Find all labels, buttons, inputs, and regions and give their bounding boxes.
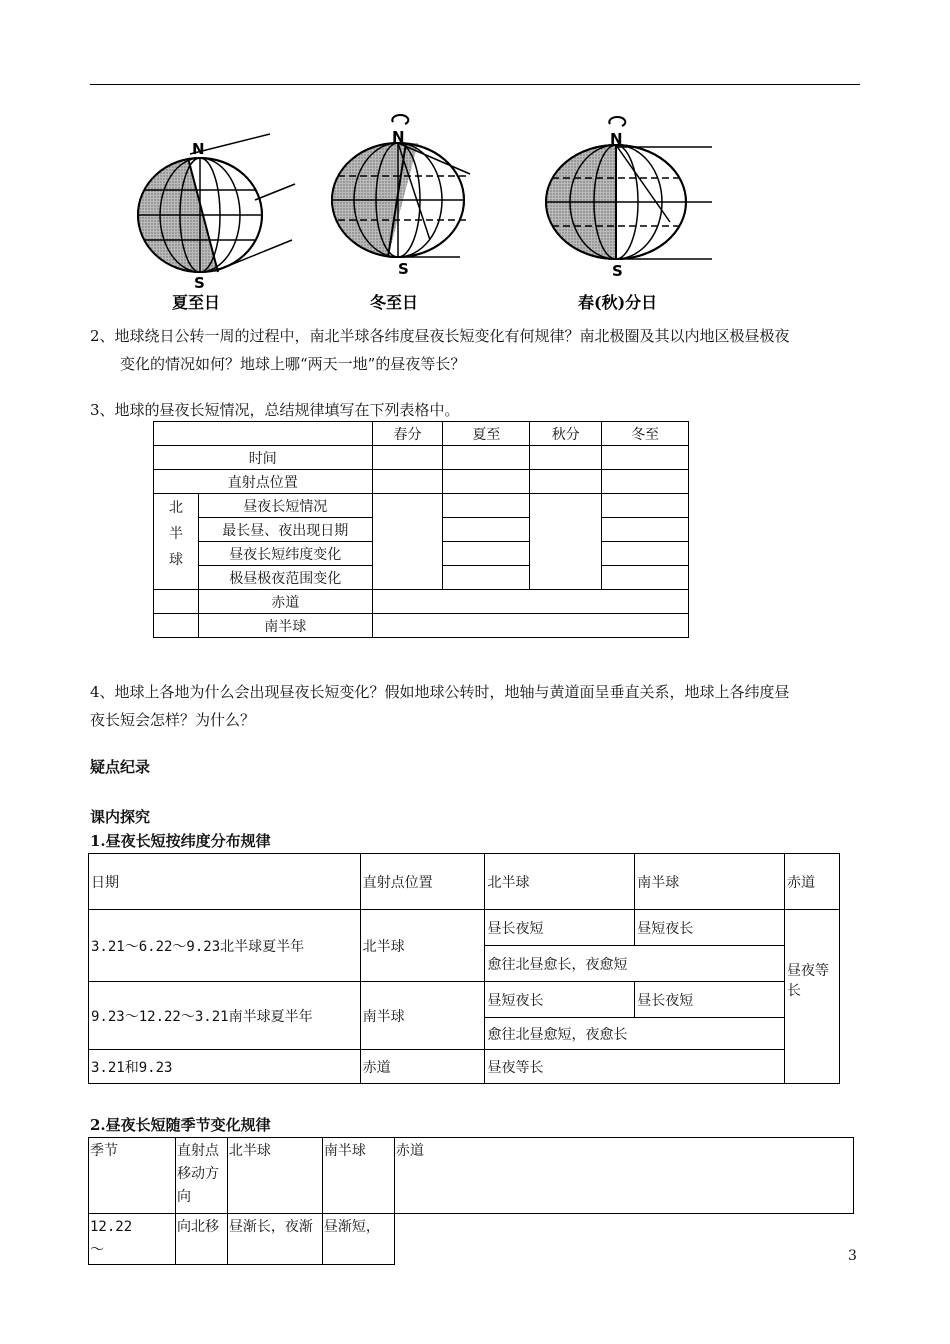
header-south: 南半球 [322,1138,394,1214]
section-1-title: 1.昼夜长短按纬度分布规律 [90,832,271,850]
row-label-south: 南半球 [198,614,372,638]
doubt-heading: 疑点纪录 [90,758,151,776]
row-label-subsolar: 直射点位置 [154,470,373,494]
page-number: 3 [848,1248,857,1264]
cell[interactable] [530,470,602,494]
row1-equator [394,1214,853,1265]
equinox-s-label: S [612,262,623,280]
header-summer: 夏至 [443,422,530,446]
blank-cell [154,614,199,638]
cell[interactable] [443,470,530,494]
question-2 [90,322,870,378]
latitude-table [88,853,840,1084]
row1-north: 昼渐长，夜渐 [227,1214,322,1265]
row1-south: 昼短夜长 [635,910,785,946]
header-subsolar: 直射点位置 [360,854,485,910]
winter-s-label: S [398,260,409,278]
row2-position: 南半球 [360,982,485,1050]
earth-illumination-diagrams [130,112,730,317]
summary-table [153,421,689,638]
winter-caption: 冬至日 [370,293,419,312]
cell-autumn-merged[interactable] [530,494,602,590]
cell[interactable] [602,470,689,494]
cell-south[interactable] [372,614,688,638]
cell[interactable] [372,446,443,470]
row1-season: 12.22 ～ [89,1214,176,1265]
row2-rule: 愈往北昼愈短，夜愈长 [485,1018,785,1050]
inquiry-heading: 课内探究 [90,808,151,826]
equinox-n-label: N [610,130,623,148]
header-blank [154,422,373,446]
summer-s-label: S [194,274,205,292]
cell[interactable] [443,518,530,542]
cell[interactable] [443,494,530,518]
row1-south: 昼渐短， [322,1214,394,1265]
question-4-line2: 夜长短会怎样？为什么？ [90,711,256,729]
cell[interactable] [602,446,689,470]
cell[interactable] [443,566,530,590]
equinox-caption: 春(秋)分日 [578,293,658,312]
row-label-equator: 赤道 [198,590,372,614]
header-season: 季节 [89,1138,176,1214]
question-2-line2: 变化的情况如何？地球上哪“两天一地”的昼夜等长？ [120,355,466,373]
north-char: 球 [168,552,183,568]
header-equator: 赤道 [785,854,840,910]
row-label-latitude: 昼夜长短纬度变化 [198,542,372,566]
cell[interactable] [602,542,689,566]
question-4-line1: 4、地球上各地为什么会出现昼夜长短变化？假如地球公转时，地轴与黄道面呈垂直关系，地球上各纬度昼 [90,683,790,701]
cell[interactable] [443,446,530,470]
row3-date: 3.21和9.23 [89,1050,361,1084]
cell[interactable] [372,470,443,494]
header-north: 北半球 [485,854,635,910]
equinox-globe [546,117,712,259]
section-2-title: 2.昼夜长短随季节变化规律 [90,1116,271,1134]
row1-direction: 向北移 [175,1214,227,1265]
cell[interactable] [530,446,602,470]
row2-south: 昼长夜短 [635,982,785,1018]
header-south: 南半球 [635,854,785,910]
row3-value: 昼夜等长 [485,1050,785,1084]
summer-solstice-globe [138,134,295,272]
cell-spring-merged[interactable] [372,494,443,590]
question-2-line1: 2、地球绕日公转一周的过程中，南北半球各纬度昼夜长短变化有何规律？南北极圈及其以内地区极昼极夜 [90,327,790,345]
row1-date: 3.21～6.22～9.23北半球夏半年 [89,910,361,982]
row2-date: 9.23～12.22～3.21南半球夏半年 [89,982,361,1050]
row-label-time: 时间 [154,446,373,470]
row-label-daynight: 昼夜长短情况 [198,494,372,518]
top-rule [90,84,860,85]
row-label-longest: 最长昼、夜出现日期 [198,518,372,542]
north-hemisphere-label [154,494,199,590]
north-char: 半 [168,526,183,542]
header-direction: 直射点移动方向 [175,1138,227,1214]
cell[interactable] [602,518,689,542]
row1-rule: 愈往北昼愈长，夜愈短 [485,946,785,982]
summer-caption: 夏至日 [172,293,221,312]
header-winter: 冬至 [602,422,689,446]
header-date: 日期 [89,854,361,910]
summer-n-label: N [192,140,205,158]
winter-n-label: N [392,128,405,146]
row2-north: 昼短夜长 [485,982,635,1018]
header-spring: 春分 [372,422,443,446]
question-3: 3、地球的昼夜长短情况，总结规律填写在下列表格中。 [90,401,460,419]
cell-equator[interactable] [372,590,688,614]
equator-value: 昼夜等长 [785,910,840,1050]
row-label-polar: 极昼极夜范围变化 [198,566,372,590]
question-4 [90,678,870,734]
row1-position: 北半球 [360,910,485,982]
cell[interactable] [602,494,689,518]
blank-cell [154,590,199,614]
north-char: 北 [168,500,183,516]
cell[interactable] [443,542,530,566]
season-table [88,1137,854,1265]
header-autumn: 秋分 [530,422,602,446]
row1-north: 昼长夜短 [485,910,635,946]
header-north: 北半球 [227,1138,322,1214]
cell[interactable] [602,566,689,590]
header-equator: 赤道 [394,1138,853,1214]
row3-position: 赤道 [360,1050,485,1084]
equator-blank [785,1050,840,1084]
